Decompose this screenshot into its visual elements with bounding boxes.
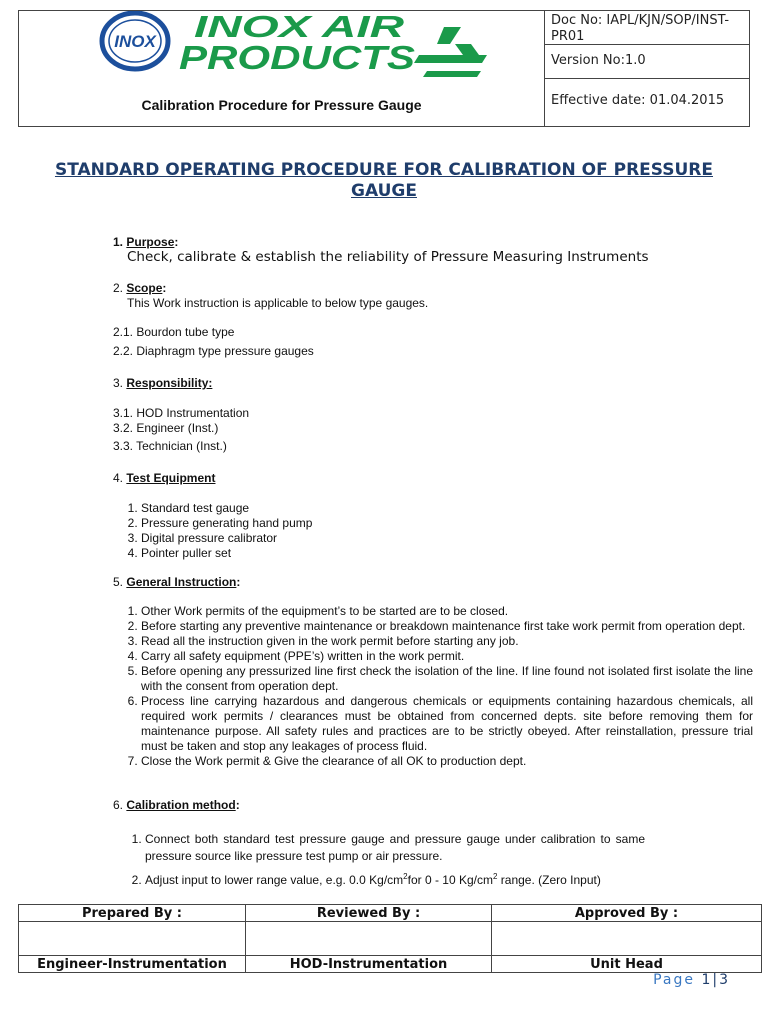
list-item-text: range. (Zero Input)	[497, 873, 601, 887]
prepared-by-signature	[19, 922, 246, 956]
list-item: 7. Close the Work permit & Give the clearance of all OK to production dept.	[141, 754, 753, 769]
scope-text: This Work instruction is applicable to below type gauges.	[127, 296, 429, 310]
section-heading: Calibration method	[126, 798, 236, 812]
section-heading: Purpose	[126, 235, 175, 249]
section-number: 6.	[113, 798, 124, 812]
section-number: 5.	[113, 575, 124, 589]
logo-badge-text: INOX	[114, 32, 156, 51]
section-colon: :	[174, 235, 179, 249]
signoff-table	[18, 904, 762, 973]
list-item: 5. Before opening any pressurized line first check the isolation of the line. If line found not isolated first isolate the line with the consent from operation dept.	[141, 664, 753, 694]
logo-line1: INOX AIR	[194, 11, 405, 44]
logo-line2: PRODUCTS	[179, 39, 415, 76]
table-row	[19, 956, 762, 973]
table-row	[19, 922, 762, 956]
test-equipment-list	[124, 501, 741, 561]
section-colon: :	[162, 281, 167, 295]
section-general-instruction-heading	[113, 575, 240, 589]
section-heading: General Instruction	[126, 575, 237, 589]
general-instruction-list	[124, 604, 753, 769]
section-colon: :	[236, 575, 241, 589]
purpose-text: Check, calibrate & establish the reliability of Pressure Measuring Instruments	[127, 249, 649, 265]
section-calibration-method-heading	[113, 798, 240, 812]
list-item: 2. Before starting any preventive maintenance or breakdown maintenance first take work permit from operation dept.	[141, 619, 753, 634]
list-item-text: Adjust input to lower range value, e.g. 0.0 Kg/cm	[145, 873, 404, 887]
section-purpose-heading	[113, 235, 178, 249]
table-row	[19, 905, 762, 922]
list-item	[145, 868, 645, 889]
effective-date: Effective date: 01.04.2015	[551, 93, 725, 108]
list-item: 3. Digital pressure calibrator	[141, 531, 741, 546]
doc-number: Doc No: IAPL/KJN/SOP/INST-PR01	[545, 11, 749, 45]
list-item: 1. Other Work permits of the equipment’s to be started are to be closed.	[141, 604, 753, 619]
list-item-text: for 0 - 10 Kg/cm	[407, 873, 493, 887]
section-number: 4.	[113, 471, 124, 485]
section-heading: Responsibility:	[126, 376, 213, 390]
page-title: STANDARD OPERATING PROCEDURE FOR CALIBRATION OF PRESSURE GAUGE	[54, 160, 714, 201]
page-separator: |	[712, 972, 720, 988]
header-meta-cell	[545, 11, 750, 126]
scope-item: 2.2. Diaphragm type pressure gauges	[113, 344, 314, 358]
section-number: 3.	[113, 376, 124, 390]
list-item: 4. Pointer puller set	[141, 546, 741, 561]
page-word: Page	[653, 972, 695, 988]
approved-by-signature	[492, 922, 762, 956]
responsibility-item: 3.2. Engineer (Inst.)	[113, 421, 219, 435]
prepared-by-role: Engineer-Instrumentation	[19, 956, 246, 973]
reviewed-by-role: HOD-Instrumentation	[246, 956, 492, 973]
prepared-by-header: Prepared By :	[19, 905, 246, 922]
section-number: 1.	[113, 235, 124, 249]
current-page: 1	[701, 972, 713, 988]
scope-item: 2.1. Bourdon tube type	[113, 325, 235, 339]
total-pages: 3	[719, 972, 730, 988]
approved-by-role: Unit Head	[492, 956, 762, 973]
list-item: 2. Pressure generating hand pump	[141, 516, 741, 531]
inox-air-products-logo	[99, 11, 494, 81]
list-item: 4. Carry all safety equipment (PPE’s) written in the work permit.	[141, 649, 753, 664]
list-item: 1. Connect both standard test pressure gauge and pressure gauge under calibration to same pressure source like pressure test pump or air pressure.	[145, 831, 645, 865]
list-item: 3. Read all the instruction given in the work permit before starting any job.	[141, 634, 753, 649]
page-number	[600, 972, 730, 988]
responsibility-item: 3.3. Technician (Inst.)	[113, 439, 227, 453]
section-heading: Test Equipment	[126, 471, 216, 485]
reviewed-by-signature	[246, 922, 492, 956]
superscript: 2	[492, 872, 498, 881]
section-scope-heading	[113, 281, 166, 295]
responsibility-item: 3.1. HOD Instrumentation	[113, 406, 250, 420]
header-doc-title: Calibration Procedure for Pressure Gauge	[141, 97, 422, 113]
calibration-method-list	[128, 831, 645, 889]
superscript: 2	[403, 872, 408, 881]
reviewed-by-header: Reviewed By :	[246, 905, 492, 922]
section-responsibility-heading	[113, 376, 212, 390]
triangle-mark-icon	[414, 27, 487, 77]
version-number: Version No:1.0	[545, 45, 749, 79]
approved-by-header: Approved By :	[492, 905, 762, 922]
section-test-equipment-heading	[113, 471, 215, 485]
header-logo-cell	[19, 11, 545, 126]
list-item: 1. Standard test gauge	[141, 501, 741, 516]
list-item: 6. Process line carrying hazardous and dangerous chemicals or equipments containing hazardous chemicals, all required work permits / clearances must be obtained from concerned depts. site before removing them for maintenance purpose. All safety rules and practices are to be strictly obeyed. After reinstallation, pressure trial must be taken and stop any leakages of process fluid.	[141, 694, 753, 754]
section-number: 2.	[113, 281, 124, 295]
document-header	[18, 10, 750, 127]
section-heading: Scope	[126, 281, 163, 295]
section-colon: :	[235, 798, 240, 812]
